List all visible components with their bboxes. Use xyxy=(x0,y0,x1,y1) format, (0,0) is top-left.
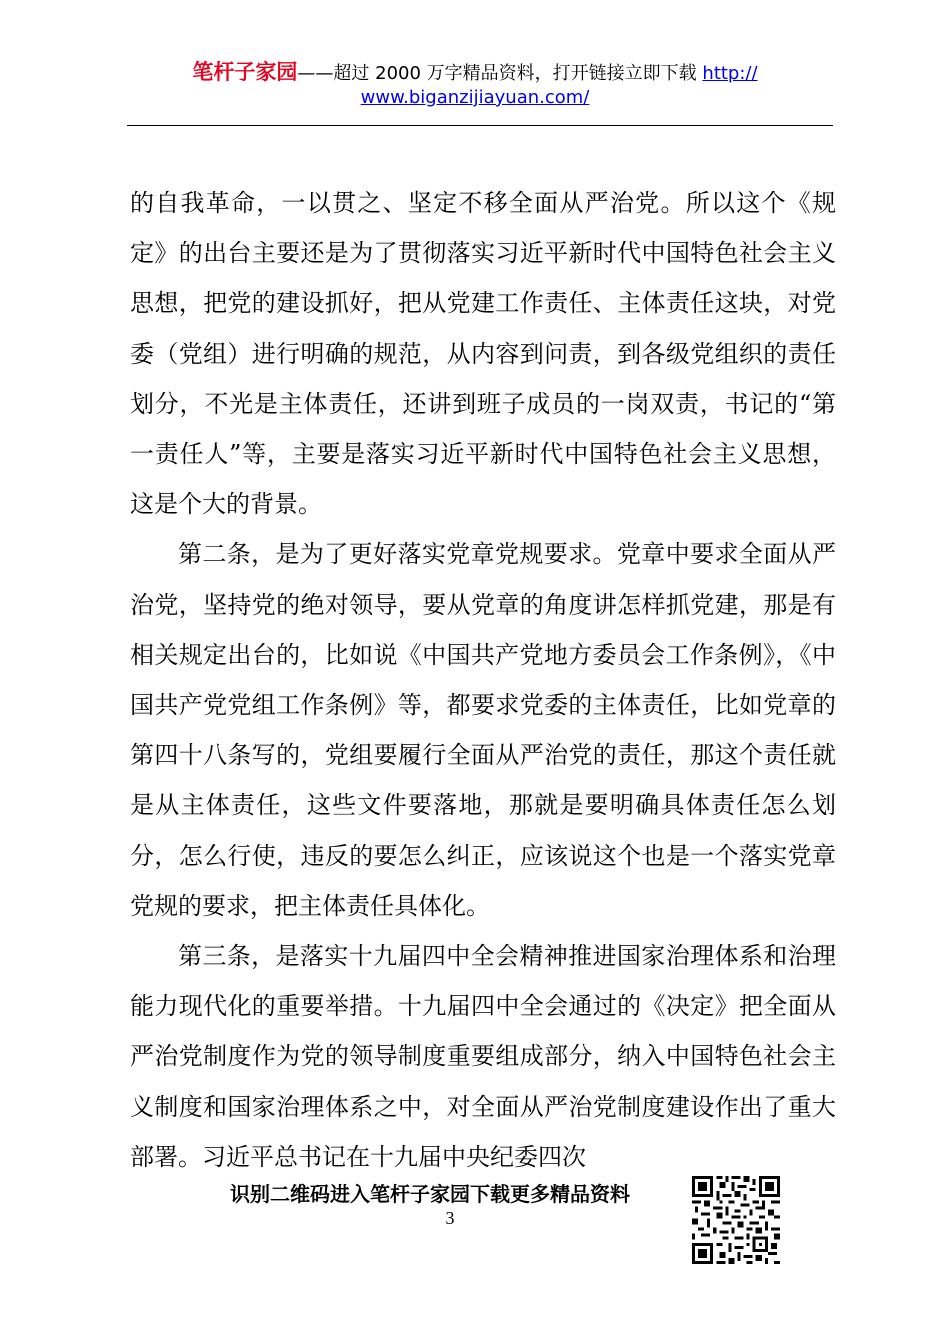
document-body xyxy=(130,178,836,1182)
brand-name: 笔杆子家园 xyxy=(192,60,298,84)
paragraph-article-2: 第二条，是为了更好落实党章党规要求。党章中要求全面从严治党，坚持党的绝对领导，要从党章的角度讲怎样抓党建，那是有相关规定出台的，比如说《中国共产党地方委员会工作条例》，《中国共产党党组工作条例》等，都要求党委的主体责任，比如党章的第四十八条写的，党组要履行全面从严治党的责任，那这个责任就是从主体责任，这些文件要落地，那就是要明确具体责任怎么划分，怎么行使，违反的要怎么纠正，应该说这个也是一个落实党章党规的要求，把主体责任具体化。 xyxy=(130,540,836,920)
paragraph-continued: 的自我革命，一以贯之、坚定不移全面从严治党。所以这个《规定》的出台主要还是为了贯彻落实习近平新时代中国特色社会主义思想，把党的建设抓好，把从党建工作责任、主体责任这块，对党委（党组）进行明确的规范，从内容到问责，到各级党组织的责任划分，不光是主体责任，还讲到班子成员的一岗双责，书记的“第一责任人”等，主要是落实习近平新时代中国特色社会主义思想，这是个大的背景。 xyxy=(130,189,836,519)
page-header xyxy=(0,60,950,110)
paragraph-article-3: 第三条，是落实十九届四中全会精神推进国家治理体系和治理能力现代化的重要举措。十九届四中全会通过的《决定》把全面从严治党制度作为党的领导制度重要组成部分，纳入中国特色社会主义制度和国家治理体系之中，对全面从严治党制度建设作出了重大部署。习近平总书记在十九届中央纪委四次 xyxy=(130,942,836,1171)
download-link-part1[interactable]: http:// xyxy=(702,63,758,84)
qr-code-icon[interactable] xyxy=(692,1176,780,1264)
page-number: 3 xyxy=(445,1208,455,1228)
header-divider xyxy=(127,125,833,126)
download-link-part2[interactable]: www.biganzijiayuan.com/ xyxy=(360,87,590,108)
footer-promo: 识别二维码进入笔杆子家园下载更多精品资料 xyxy=(230,1182,630,1206)
header-tagline: ——超过 2000 万字精品资料，打开链接立即下载 xyxy=(297,63,703,84)
